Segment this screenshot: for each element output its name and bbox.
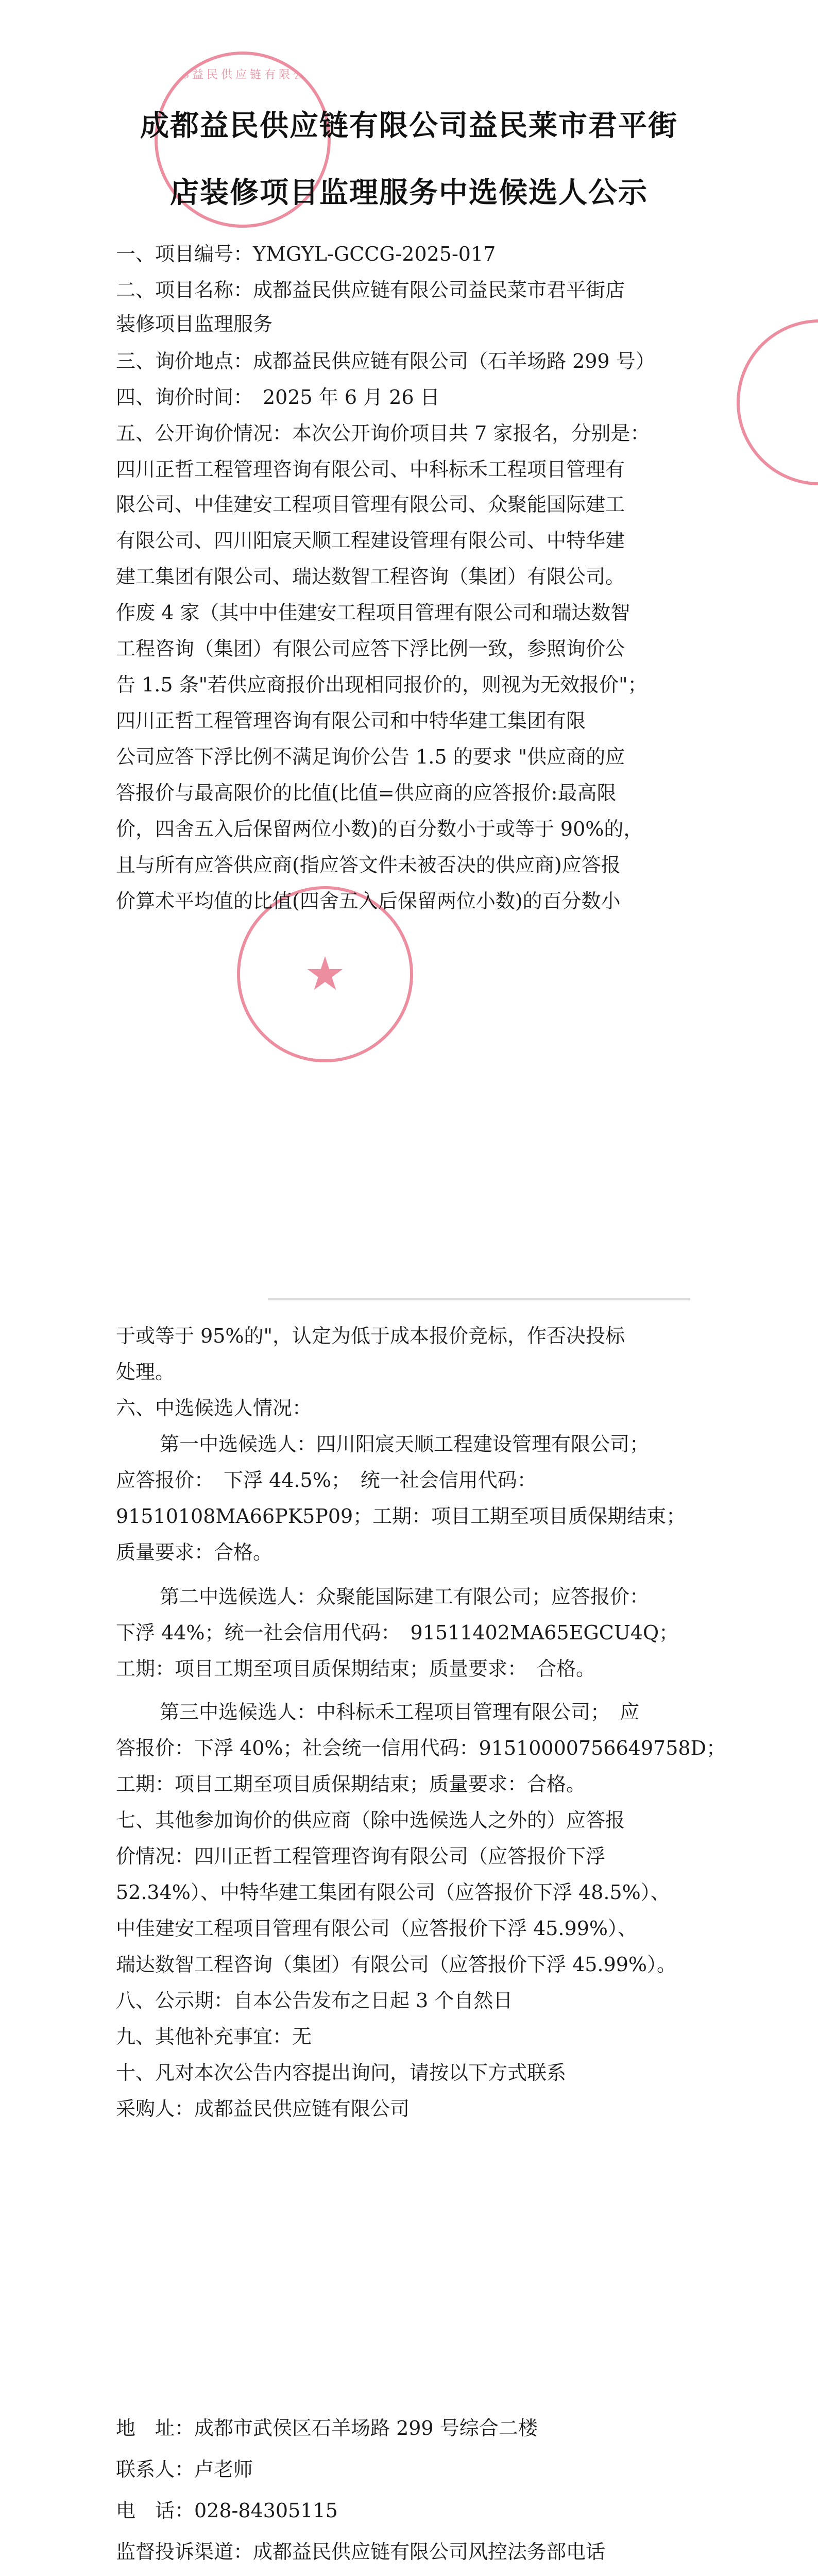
body-line: 四川正哲工程管理咨询有限公司和中特华建工集团有限: [116, 709, 586, 732]
inquiry-contact: 十、凡对本次公告内容提出询问，请按以下方式联系: [116, 2061, 567, 2084]
body-line: 答报价与最高限价的比值(比值=供应商的应答报价:最高限: [116, 782, 617, 804]
candidate-1-bid: 应答报价： 下浮 44.5%； 统一社会信用代码：: [116, 1469, 537, 1492]
body-line: 公司应答下浮比例不满足询价公告 1.5 的要求 "供应商的应: [116, 745, 625, 768]
project-name-cont: 装修项目监理服务: [116, 313, 273, 335]
other-matters: 九、其他补充事宜：无: [116, 2025, 312, 2048]
body-line: 处理。: [116, 1361, 175, 1383]
body-line: 作废 4 家（其中中佳建安工程项目管理有限公司和瑞达数智: [116, 601, 630, 624]
section-candidates: 六、中选候选人情况：: [116, 1397, 312, 1419]
body-line: 于或等于 95%的"，认定为低于成本报价竞标，作否决投标: [116, 1325, 625, 1347]
body-line: 瑞达数智工程咨询（集团）有限公司（应答报价下浮 45.99%）。: [116, 1953, 676, 1976]
complaint-channel: 监督投诉渠道：成都益民供应链有限公司风控法务部电话: [116, 2540, 606, 2563]
body-line: 中佳建安工程项目管理有限公司（应答报价下浮 45.99%）、: [116, 1917, 637, 1940]
candidate-2-duration: 工期：项目工期至项目质保期结束；质量要求： 合格。: [116, 1657, 596, 1680]
purchaser: 采购人：成都益民供应链有限公司: [116, 2097, 410, 2120]
body-line: 四川正哲工程管理咨询有限公司、中科标禾工程项目管理有: [116, 458, 625, 481]
body-line: 建工集团有限公司、瑞达数智工程咨询（集团）有限公司。: [116, 565, 625, 588]
body-line: 工程咨询（集团）有限公司应答下浮比例一致，参照询价公: [116, 637, 625, 660]
candidate-1: 第一中选候选人：四川阳宸天顺工程建设管理有限公司；: [160, 1433, 650, 1455]
body-line: 价算术平均值的比值(四舍五入后保留两位小数)的百分数小: [116, 890, 621, 912]
body-line: 告 1.5 条"若供应商报价出现相同报价的，则视为无效报价"；: [116, 673, 647, 696]
contact-address: 地 址：成都市武侯区石羊场路 299 号综合二楼: [116, 2417, 538, 2439]
body-line: 有限公司、四川阳宸天顺工程建设管理有限公司、中特华建: [116, 529, 625, 552]
candidate-3: 第三中选候选人：中科标禾工程项目管理有限公司； 应: [160, 1701, 640, 1723]
document-title-line1: 成都益民供应链有限公司益民莱市君平街: [140, 109, 678, 143]
inquiry-location: 三、询价地点：成都益民供应链有限公司（石羊场路 299 号）: [116, 350, 655, 372]
candidate-2: 第二中选候选人：众聚能国际建工有限公司；应答报价：: [160, 1585, 650, 1608]
contact-phone: 电 话：028-84305115: [116, 2499, 338, 2522]
scan-noise: [268, 1298, 690, 1300]
candidate-3-bid: 答报价：下浮 40%；社会统一信用代码：91510000756649758D；: [116, 1737, 726, 1759]
body-line: 价，四舍五入后保留两位小数)的百分数小于或等于 90%的，: [116, 818, 643, 840]
candidate-1-code: 91510108MA66PK5P09；工期：项目工期至项目质保期结束；: [116, 1505, 686, 1528]
candidate-1-quality: 质量要求：合格。: [116, 1541, 273, 1564]
complaint-phone: [116, 2571, 708, 2576]
body-line: 限公司、中佳建安工程项目管理有限公司、众聚能国际建工: [116, 493, 625, 516]
seal-stamp-right: [737, 319, 818, 485]
candidate-3-duration: 工期：项目工期至项目质保期结束；质量要求：合格。: [116, 1773, 586, 1795]
project-number: 一、项目编号：YMGYL-GCCG-2025-017: [116, 243, 496, 265]
body-line: 52.34%）、中特华建工集团有限公司（应答报价下浮 48.5%）、: [116, 1881, 670, 1904]
project-name: 二、项目名称：成都益民供应链有限公司益民菜市君平街店: [116, 279, 625, 301]
inquiry-status: 五、公开询价情况：本次公开询价项目共 7 家报名，分别是：: [116, 422, 650, 445]
body-line: 且与所有应答供应商(指应答文件未被否决的供应商)应答报: [116, 854, 621, 876]
document-title-line2: 店装修项目监理服务中选候选人公示: [170, 176, 648, 210]
publicity-period: 八、公示期：自本公告发布之日起 3 个自然日: [116, 1989, 513, 2012]
seal-star-icon: ★: [304, 947, 346, 1001]
inquiry-time: 四、询价时间： 2025 年 6 月 26 日: [116, 386, 440, 409]
contact-person: 联系人：卢老师: [116, 2458, 253, 2481]
seal-stamp-text: 成都益民供应链有限公司: [163, 69, 322, 81]
other-suppliers: 七、其他参加询价的供应商（除中选候选人之外的）应答报: [116, 1809, 625, 1832]
body-line: 价情况：四川正哲工程管理咨询有限公司（应答报价下浮: [116, 1845, 606, 1868]
candidate-2-bid: 下浮 44%；统一社会信用代码： 91511402MA65EGCU4Q；: [116, 1621, 679, 1644]
